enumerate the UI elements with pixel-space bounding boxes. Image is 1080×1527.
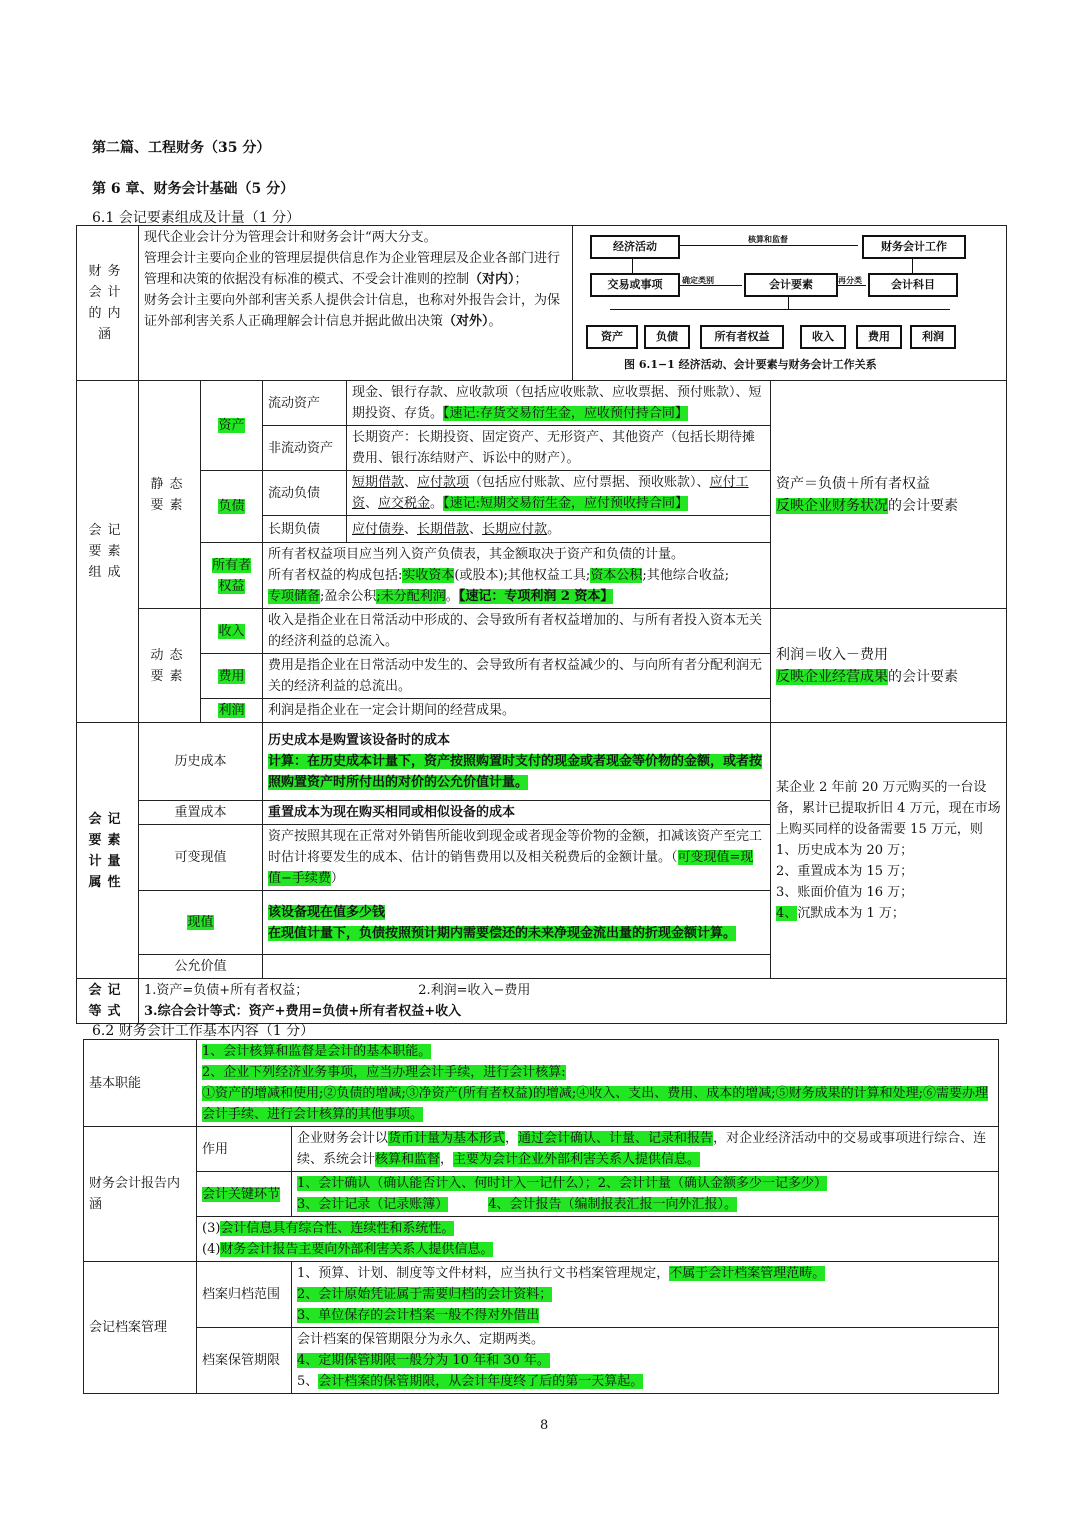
diagram-arrow-branch (788, 297, 789, 309)
dynamic-label: 动态要素 (139, 609, 201, 723)
chapter-title: 第 6 章、财务会计基础（5 分） (92, 181, 295, 197)
diagram-arrow-down (632, 259, 633, 273)
dynamic-formula-cell: 利润＝收入－费用 反映企业经营成果的会计要素 (771, 609, 1007, 723)
long-liability-text: 应付债券、长期借款、长期应付款。 (347, 516, 771, 543)
liability-label: 负债 (201, 471, 263, 543)
hist-cost-label: 历史成本 (139, 723, 263, 801)
noncurrent-asset-label: 非流动资产 (263, 426, 347, 471)
diagram-arrow-top (678, 245, 858, 246)
part-title: 第二篇、工程财务（35 分） (92, 140, 271, 156)
connotation-label: 财务会计的内涵 (77, 226, 139, 381)
current-asset-label: 流动资产 (263, 381, 347, 426)
current-liability-text: 短期借款、应付款项（包括应付账款、应付票据、预收账款）、应付工资、应交税金。【速记:短期交易衍生金，应付预收持合同】 (347, 471, 771, 516)
pv-text: 该设备现在值多少钱 在现值计量下，负债按照预计期内需要偿还的未来净现金流出量的折现金额计算。 (263, 891, 771, 955)
section-title-6-2: 6.2 财务会计工作基本内容（1 分） (92, 1023, 315, 1039)
hist-cost-text: 历史成本是购置该设备时的成本 计算：在历史成本计量下，资产按照购置时支付的现金或者现金等价物的金额，或者按照购置资产时所付出的对价的公允价值计量。 (263, 723, 771, 801)
long-liability-label: 长期负债 (263, 516, 347, 543)
report-label: 财务会计报告内涵 (84, 1127, 197, 1262)
diagram-item-expense: 费用 (856, 325, 902, 349)
asset-label: 资产 (201, 381, 263, 471)
current-liability-label: 流动负债 (263, 471, 347, 516)
equity-text: 所有者权益项目应当列入资产负债表，其金额取决于资产和负债的计量。 所有者权益的构成包括:实收资本(或股本);其他权益工具;资本公积;其他综合收益; 专项储备;盈余公积;未分配利润。【速记：专项利润 2 资本】 (263, 543, 771, 609)
diagram-caption: 图 6.1−1 经济活动、会计要素与财务会计工作关系 (624, 358, 877, 371)
diagram-confirm-label: 确定类别 (682, 275, 714, 285)
report-features: (3)会计信息具有综合性、连续性和系统性。 (4)财务会计报告主要向外部利害关系人提供信息。 (197, 1217, 999, 1262)
diagram-branch-line (610, 309, 950, 310)
diagram-arrow-up (912, 259, 913, 273)
basic-function-text: 1、会计核算和监督是会计的基本职能。 2、企业下列经济业务事项，应当办理会计手续，进行会计核算: ①资产的增减和使用;②负债的增减;③净资产(所有者权益)的增减;④收入、支出、费用、成本的增减;⑤财务成果的计算和处理;⑥需要办理会计手续、进行会计核算的其他事项。 (197, 1040, 999, 1127)
diagram-reclass-label: 再分类 (838, 275, 862, 285)
equation-label: 会记等式 (77, 979, 139, 1024)
equity-label: 所有者权益 (201, 543, 263, 609)
role-label: 作用 (197, 1127, 292, 1172)
repl-cost-text: 重置成本为现在购买相同或相似设备的成本 (263, 801, 771, 825)
section-title-6-1: 6.1 会记要素组成及计量（1 分） (92, 210, 301, 226)
accounting-work-table (83, 1039, 999, 1394)
income-text: 收入是指企业在日常活动中形成的、会导致所有者权益增加的、与所有者投入资本无关的经济利益的总流入。 (263, 609, 771, 654)
fair-value-text (263, 955, 771, 979)
measure-label: 会记要素计量属性 (77, 723, 139, 979)
income-label: 收入 (201, 609, 263, 654)
diagram-item-income: 收入 (800, 325, 846, 349)
key-step-text: 1、会计确认（确认能否计入、何时计入一记什么）；2、会计计量（确认金额多少一记多少） 3、会计记录（记录账簿） 4、会计报告（编制报表汇报一向外汇报）。 (292, 1172, 999, 1217)
archive-scope-text: 1、预算、计划、制度等文件材料，应当执行文书档案管理规定，不属于会计档案管理范畴。 2、会计原始凭证属于需要归档的会计资料； 3、单位保存的会计档案一般不得对外借出 (292, 1262, 999, 1328)
archive-label: 会记档案管理 (84, 1262, 197, 1394)
diagram-item-asset: 资产 (586, 325, 638, 349)
diagram-trans-box: 交易或事项 (590, 273, 680, 297)
key-step-label: 会计关键环节 (197, 1172, 292, 1217)
archive-period-text: 会计档案的保管期限分为永久、定期两类。 4、定期保管期限一般分为 10 年和 30 年。 5、会计档案的保管期限，从会计年度终了后的第一天算起。 (292, 1328, 999, 1394)
static-label: 静态要素 (139, 381, 201, 609)
diagram-arrow-mid2 (836, 285, 866, 286)
diagram-item-equity: 所有者权益 (700, 325, 784, 349)
diagram-econ-box: 经济活动 (590, 235, 680, 259)
archive-scope-label: 档案归档范围 (197, 1262, 292, 1328)
expense-label: 费用 (201, 654, 263, 699)
page-number: 8 (540, 1418, 549, 1433)
accounting-flow-diagram (572, 225, 1006, 377)
composition-label: 会记要素组成 (77, 381, 139, 723)
diagram-elements-box: 会计要素 (744, 273, 838, 297)
diagram-calc-label: 核算和监督 (748, 234, 788, 244)
pv-label: 现值 (139, 891, 263, 955)
current-asset-text: 现金、银行存款、应收款项（包括应收账款、应收票据、预付账款）、短期投资、存货。【速记:存货交易衍生金，应收预付持合同】 (347, 381, 771, 426)
diagram-work-box: 财务会计工作 (862, 235, 966, 259)
equation-text: 1.资产=负债+所有者权益； 2.利润=收入−费用 3.综合会计等式：资产+费用=负债+所有者权益+收入 (139, 979, 1007, 1024)
diagram-subjects-box: 会计科目 (868, 273, 958, 297)
nrv-text: 资产按照其现在正常对外销售所能收到现金或者现金等价物的金额，扣减该资产至完工时估计将要发生的成本、估计的销售费用以及相关税费后的金额计量。（可变现值=现值−手续费） (263, 825, 771, 891)
connotation-text: 现代企业会计分为管理会计和财务会计“两大分支。 管理会计主要向企业的管理层提供信息作为企业管理层及企业各部门进行管理和决策的依据没有标准的模式、不受会计准则的控制（对内）； 财务会计主要向外部利害关系人提供会计信息，也称对外报告会计，为保证外部利害关系人正确理解会计信息并据此做出决策（对外）。 (139, 226, 573, 381)
nrv-label: 可变现值 (139, 825, 263, 891)
static-formula-cell: 资产＝负债＋所有者权益 反映企业财务状况的会计要素 (771, 381, 1007, 609)
basic-function-label: 基本职能 (84, 1040, 197, 1127)
diagram-arrow-mid1 (678, 285, 742, 286)
diagram-item-liability: 负债 (644, 325, 690, 349)
expense-text: 费用是指企业在日常活动中发生的、会导致所有者权益减少的、与向所有者分配利润无关的经济利益的总流出。 (263, 654, 771, 699)
diagram-item-profit: 利润 (910, 325, 956, 349)
repl-cost-label: 重置成本 (139, 801, 263, 825)
fair-value-label: 公允价值 (139, 955, 263, 979)
noncurrent-asset-text: 长期资产：长期投资、固定资产、无形资产、其他资产（包括长期待摊费用、银行冻结财产、诉讼中的财产）。 (347, 426, 771, 471)
archive-period-label: 档案保管期限 (197, 1328, 292, 1394)
measurement-example: 某企业 2 年前 20 万元购买的一台设备，累计已提取折旧 4 万元，现在市场上购买同样的设备需要 15 万元，则 1、历史成本为 20 万； 2、重置成本为 15 万； 3、账面价值为 16 万； 4、沉默成本为 1 万； (771, 723, 1007, 979)
profit-text: 利润是指企业在一定会计期间的经营成果。 (263, 699, 771, 723)
profit-label: 利润 (201, 699, 263, 723)
role-text: 企业财务会计以货币计量为基本形式，通过会计确认、计量、记录和报告，对企业经济活动中的交易或事项进行综合、连续、系统会计核算和监督，主要为会计企业外部利害关系人提供信息。 (292, 1127, 999, 1172)
